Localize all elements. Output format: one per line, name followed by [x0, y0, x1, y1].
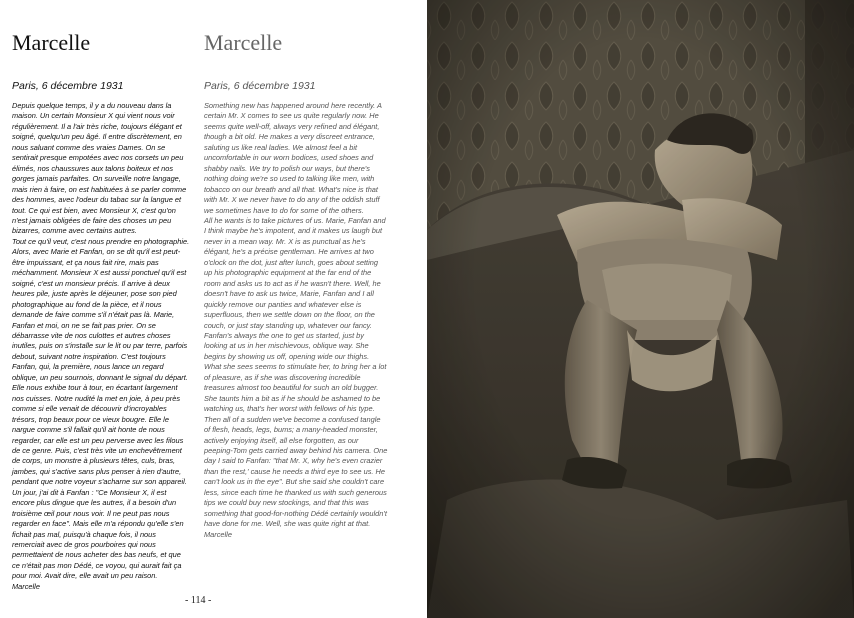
french-body: [12, 101, 190, 592]
photograph-image: [427, 0, 854, 618]
vintage-photograph: [427, 0, 854, 618]
english-paragraph: All he wants is to take pictures of us. Marie, Fanfan and I think maybe he's impotent, and it makes us laugh but never in a mean way. Mr. X is as punctual as he's élégant, he's a précise gentleman. He arrives at two o'clock on the dot, just after lunch, goes about setting up his photographic equipment at the far end of the room and asks us to act as if he wasn't there. Well, he doesn't have to ask us twice, Marie, Fanfan and I all quickly remove our panties and whatever else is superfluous, then we settle down on the floor, on the couch, or just stay standing up, whatever our fancy. Fanfan's always the one to get us started, just by looking at us in her mischievous, oblique way. She begins by showing us off, opening wide our thighs. What she sees seems to stimulate her, to bring her a lot of pleasure, as if she was discovering incredible treasures almost too beautiful for such an old bugger. She taunts him a bit as if he should be ashamed to be watching us, that's her worst with fellows of his type. Then all of a sudden we've become a confused tangle of flesh, heads, legs, bums; a many-headed monster, actively enjoying itself, all else forgotten, as our peeping-Tom gets carried away behind his camera. One day I said to Fanfan: "that Mr. X, why he's even crazier than the rest,' cause he needs a third eye to see us. He can't look us in the eye". But she said she couldn't care less, since each time he thanked us with such generous tips we could buy new stockings, and that this was something that good-for-nothing Dédé certainly wouldn't have done for me. Well, she was quite right at that.: [204, 215, 388, 529]
french-signature: Marcelle: [12, 581, 40, 591]
french-date: Paris, 6 décembre 1931: [12, 80, 124, 92]
english-paragraph: Something new has happened around here recently. A certain Mr. X comes to see us quite regularly now. He seems quite well-off, always very refined and élégant, though a bit old. He makes a very discreet entrance, saluting us like real ladies. We almost feel a bit uncomfortable in our worn bodices, used shoes and shabby nails. We try to polish our ways, but there's nothing doing we're so used to talking like men, with tobacco on our breath and all that. What's nice is that with Mr. X we never have to do any of the oddish stuff we sometimes have to do for some of the others.: [204, 101, 382, 215]
page-number: - 114 -: [185, 595, 212, 606]
english-signature: Marcelle: [204, 529, 232, 539]
french-paragraph: Depuis quelque temps, il y a du nouveau dans la maison. Un certain Monsieur X qui vient nous voir régulièrement. Il a l'air très riche, toujours élégant et soigné, quelqu'un peu âgé. Il entre discrètement, en nous saluant comme des vraies Dames. On se sentirait presque empotées avec nos corsets un peu élimés, nos chaussures aux talons boiteux et nos gorges jamais parfaites. On surveille notre langage, mais rien à faire, on est habituées à se parler comme des hommes, avec l'odeur du tabac sur la langue et tout. Ce qui est bien, avec Monsieur X, c'est qu'on n'est jamais obligées de faire des choses un peu bizarres, comme avec certains autres.: [12, 101, 187, 236]
english-date: Paris, 6 décembre 1931: [204, 80, 316, 92]
english-title: Marcelle: [204, 30, 283, 55]
french-paragraph: Tout ce qu'il veut, c'est nous prendre en photographie. Alors, avec Marie et Fanfan, on se dit qu'il est peut-être impuissant, et ça nous fait rire, mais pas méchamment. Monsieur X est aussi ponctuel qu'il est soigné, c'est un monsieur précis. Il arrive à deux heures pile, juste après le déjeuner, pose son pied photographique au fond de la pièce, et il nous demande de faire comme s'il n'était pas là. Marie, Fanfan et moi, on ne se fait pas prier. On se débarrasse vite de nos culottes et autres choses inutiles, puis on s'installe sur le lit ou par terre, parfois debout, suivant notre inspiration. C'est toujours Fanfan, qui, la première, nous lance un regard oblique, un peu sournois, donnant le signal du départ. Elle nous exhibe tour à tour, en écartant largement nos cuisses. Notre nudité la met en joie, à peu près comme si elle venait de découvrir d'incroyables trésors, trop beaux pour ce vieux bougre. Elle le nargue comme s'il fallait qu'il ait honte de nous regarder, car elle est un peu perverse avec les filous de ce genre. Puis, c'est très vite un enchevêtrement de corps, un monstre à plusieurs têtes, culs, bras, jambes, qui s'active sans plus penser à rien d'autre, pendant que notre voyeur s'acharne sur son appareil. Un jour, j'ai dit à Fanfan : "Ce Monsieur X, il est encore plus dingue que les autres, il a besoin d'un troisième œil pour nous voir. Il ne peut pas nous regarder en face". Mais elle m'a répondu qu'elle s'en fichait pas mal, puisqu'à chaque fois, il nous remerciait avec de gros pourboires qui nous permettaient de nous acheter des bas neufs, et que ce n'était pas mon Dédé, ce voyou, qui aurait fait ça pour moi. Avait dire, elle avait un peu raison.: [12, 236, 190, 581]
english-body: [204, 101, 388, 540]
french-title: Marcelle: [12, 30, 91, 55]
